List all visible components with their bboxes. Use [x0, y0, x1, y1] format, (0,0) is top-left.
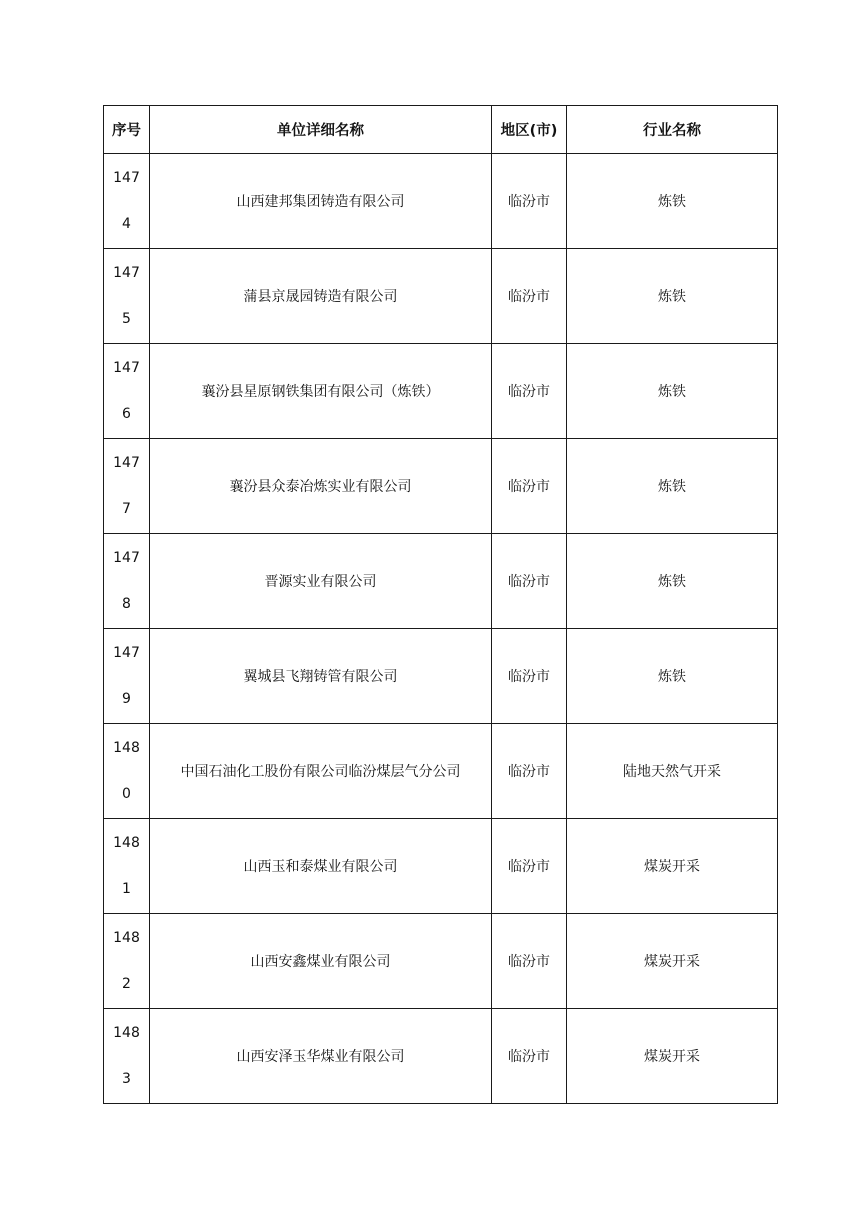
- industry-cell: 炼铁: [567, 154, 778, 249]
- seq-line-2: 9: [122, 691, 131, 707]
- table-row: [104, 249, 778, 344]
- company-name-cell: 山西建邦集团铸造有限公司: [150, 154, 492, 249]
- seq-line-1: 147: [113, 455, 140, 471]
- company-name-cell: 中国石油化工股份有限公司临汾煤层气分公司: [150, 724, 492, 819]
- seq-line-2: 1: [122, 881, 131, 897]
- company-name-cell: 晋源实业有限公司: [150, 534, 492, 629]
- table-row: [104, 534, 778, 629]
- region-cell: 临汾市: [492, 819, 567, 914]
- industry-cell: 煤炭开采: [567, 1009, 778, 1104]
- company-name-cell: 襄汾县众泰冶炼实业有限公司: [150, 439, 492, 534]
- table-row: [104, 344, 778, 439]
- table-row: [104, 154, 778, 249]
- seq-line-1: 148: [113, 740, 140, 756]
- company-name-cell: 襄汾县星原钢铁集团有限公司（炼铁）: [150, 344, 492, 439]
- table-row: [104, 724, 778, 819]
- industry-cell: 陆地天然气开采: [567, 724, 778, 819]
- seq-line-2: 0: [122, 786, 131, 802]
- table-row: [104, 914, 778, 1009]
- region-cell: 临汾市: [492, 914, 567, 1009]
- seq-line-2: 8: [122, 596, 131, 612]
- seq-cell: [104, 249, 150, 344]
- region-cell: 临汾市: [492, 1009, 567, 1104]
- seq-line-1: 147: [113, 265, 140, 281]
- enterprise-table: [103, 105, 778, 1104]
- industry-cell: 炼铁: [567, 629, 778, 724]
- region-cell: 临汾市: [492, 724, 567, 819]
- seq-cell: [104, 1009, 150, 1104]
- industry-cell: 炼铁: [567, 249, 778, 344]
- company-name-cell: 蒲县京晟园铸造有限公司: [150, 249, 492, 344]
- region-cell: 临汾市: [492, 534, 567, 629]
- seq-line-2: 7: [122, 501, 131, 517]
- seq-line-2: 4: [122, 216, 131, 232]
- header-row: [104, 106, 778, 154]
- company-name-cell: 翼城县飞翔铸管有限公司: [150, 629, 492, 724]
- company-name-cell: 山西安泽玉华煤业有限公司: [150, 1009, 492, 1104]
- seq-line-1: 147: [113, 645, 140, 661]
- seq-line-2: 5: [122, 311, 131, 327]
- header-industry: 行业名称: [567, 106, 778, 154]
- seq-line-1: 147: [113, 360, 140, 376]
- seq-line-2: 2: [122, 976, 131, 992]
- table-row: [104, 439, 778, 534]
- seq-line-1: 148: [113, 1025, 140, 1041]
- header-seq: 序号: [104, 106, 150, 154]
- table-row: [104, 629, 778, 724]
- company-name-cell: 山西安鑫煤业有限公司: [150, 914, 492, 1009]
- industry-cell: 炼铁: [567, 534, 778, 629]
- header-name: 单位详细名称: [150, 106, 492, 154]
- industry-cell: 煤炭开采: [567, 819, 778, 914]
- table-row: [104, 819, 778, 914]
- seq-cell: [104, 914, 150, 1009]
- industry-cell: 煤炭开采: [567, 914, 778, 1009]
- company-name-cell: 山西玉和泰煤业有限公司: [150, 819, 492, 914]
- industry-cell: 炼铁: [567, 439, 778, 534]
- seq-cell: [104, 344, 150, 439]
- seq-line-1: 148: [113, 930, 140, 946]
- seq-cell: [104, 439, 150, 534]
- seq-line-1: 147: [113, 550, 140, 566]
- seq-cell: [104, 534, 150, 629]
- region-cell: 临汾市: [492, 249, 567, 344]
- seq-line-1: 148: [113, 835, 140, 851]
- region-cell: 临汾市: [492, 439, 567, 534]
- industry-cell: 炼铁: [567, 344, 778, 439]
- table-row: [104, 1009, 778, 1104]
- seq-cell: [104, 819, 150, 914]
- seq-line-2: 3: [122, 1071, 131, 1087]
- seq-cell: [104, 724, 150, 819]
- region-cell: 临汾市: [492, 154, 567, 249]
- header-region: 地区(市): [492, 106, 567, 154]
- seq-cell: [104, 629, 150, 724]
- seq-line-1: 147: [113, 170, 140, 186]
- region-cell: 临汾市: [492, 629, 567, 724]
- seq-cell: [104, 154, 150, 249]
- seq-line-2: 6: [122, 406, 131, 422]
- region-cell: 临汾市: [492, 344, 567, 439]
